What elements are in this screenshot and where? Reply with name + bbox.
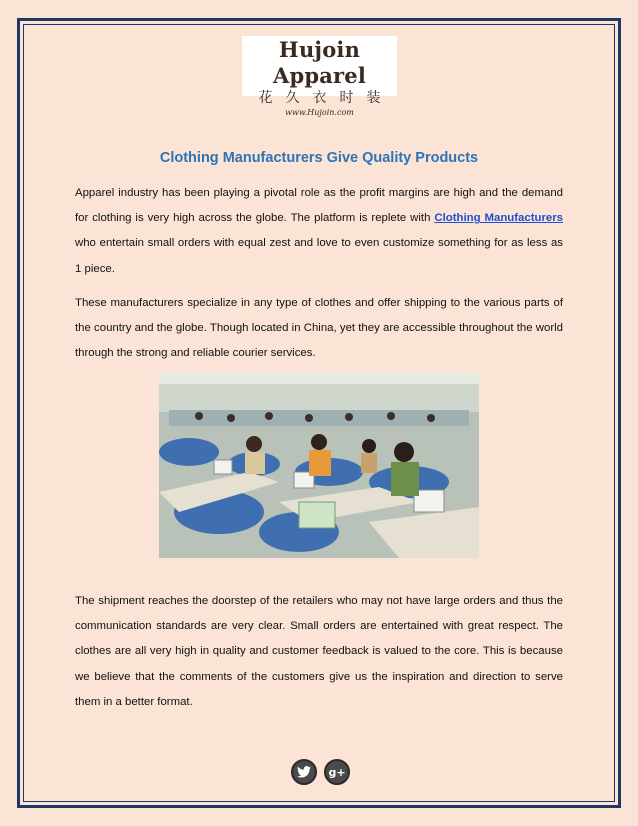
paragraph-manufacturers: These manufacturers specialize in any type of clothes and offer shipping to the various parts of the country and the globe. Though located in China, yet they are accessible throughout the world through the strong and reliable courier services. (75, 297, 563, 360)
logo-chinese-name: 花久衣时装 (258, 90, 394, 106)
article-title: Clothing Manufacturers Give Quality Products (159, 150, 479, 166)
twitter-bird-icon (297, 766, 311, 778)
factory-workers-photo (159, 372, 479, 558)
logo-brand-name: Hujoin Apparel (272, 37, 367, 88)
company-logo (242, 36, 397, 117)
paragraph-shipment: The shipment reaches the doorstep of the retailers who may not have large orders and thus the communication standards are very clear. Small orders are entertained with great respect. The clothes are all very high in quality and customer feedback is valued to the core. This is because we believe that the comments of the customers give us the inspiration and direction to serve them in a better format. (75, 595, 563, 708)
paragraph-intro-text-end: who entertain small orders with equal zest and love to even customize something for as less as 1 piece. (75, 237, 563, 275)
logo-url: www.Hujoin.com (285, 108, 354, 117)
google-plus-share-button[interactable] (324, 759, 350, 785)
twitter-share-button[interactable] (291, 759, 317, 785)
paragraph-intro (75, 181, 563, 282)
clothing-manufacturers-link[interactable]: Clothing Manufacturers (434, 212, 563, 225)
factory-scene-illustration (159, 372, 479, 558)
google-plus-icon: g+ (328, 765, 346, 779)
paragraph-intro-text-start: Apparel industry has been playing a pivotal role as the profit margins are high and the demand for clothing is very high across the globe. The platform is replete with (75, 187, 563, 225)
